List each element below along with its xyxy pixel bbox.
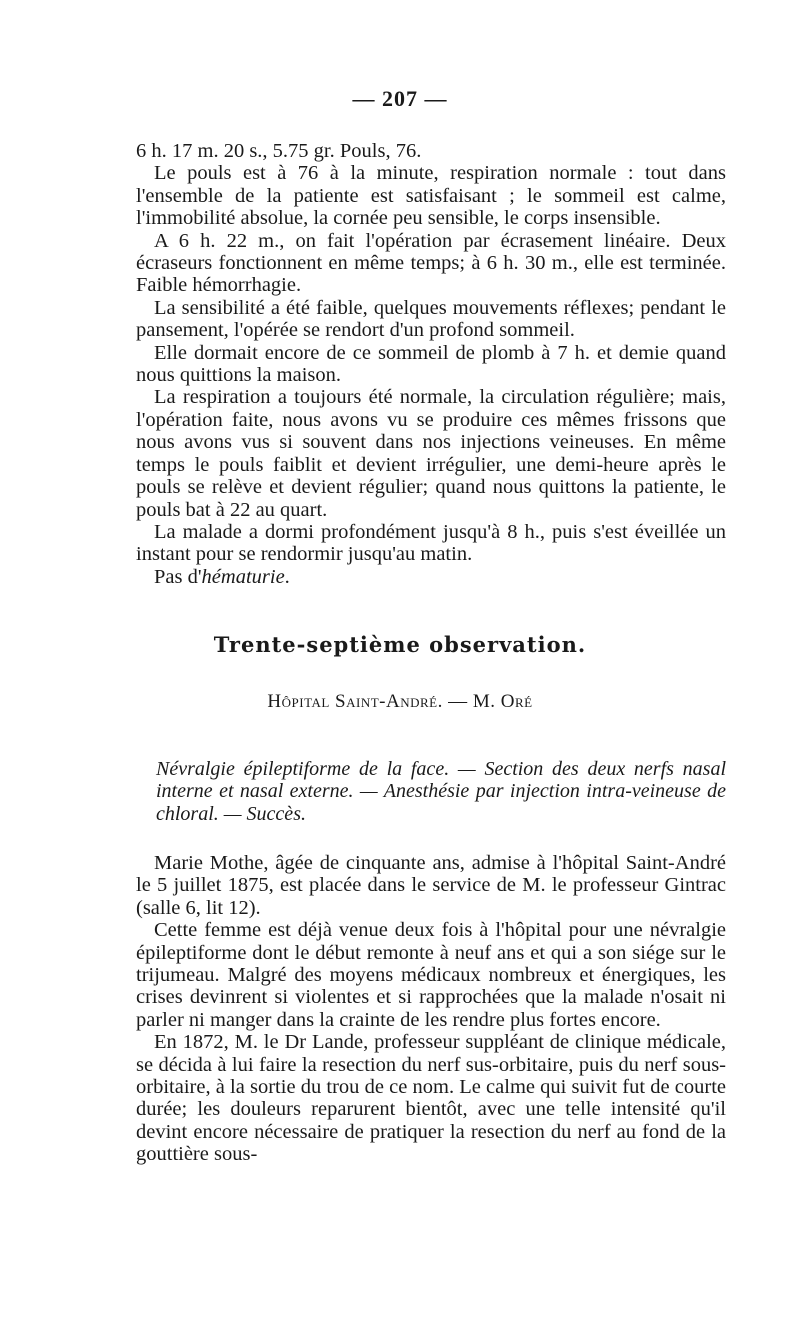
hospital-line: Hôpital Saint-André. — M. Oré — [267, 691, 533, 712]
paragraph: Cette femme est déjà venue deux fois à l'hôpital pour une névralgie épileptiforme dont le début remonte à neuf ans et qui a son siége sur le trijumeau. Malgré des moyens médicaux nombreux et énergiques, les crises devinrent si violentes et si rapprochées que la malade n'osait ni parler ni manger dans la crainte de les rendre plus fortes encore. — [136, 919, 726, 1031]
italic-term: hématurie — [201, 565, 285, 588]
paragraph: La respiration a toujours été normale, la circulation régulière; mais, l'opération faite, nous avons vu se produire ces mêmes frissons que nous avons vus si souvent dans nos injections veineuses. En même temps le pouls faiblit et devient irrégulier, une demi-heure après le pouls se relève et devient régulier; quand nous quittons la patiente, le pouls bat à 22 au quart. — [136, 386, 726, 521]
observation-text — [136, 852, 726, 1166]
summary-text: Névralgie épileptiforme de la face. — Section des deux nerfs nasal interne et nasal externe. — Anesthésie par injection intra-veineuse de chloral. — Succès. — [156, 758, 726, 825]
paragraph: En 1872, M. le Dr Lande, professeur suppléant de clinique médicale, se décida à lui faire la resection du nerf sus-orbitaire, puis du nerf sous-orbitaire, à la sortie du trou de ce nom. Le calme qui suivit fut de courte durée; les douleurs reparurent bientôt, avec une telle intensité qu'il devint encore nécessaire de pratiquer la resection du nerf au fond de la gouttière sous- — [136, 1031, 726, 1166]
observation-text-continued — [136, 140, 726, 588]
paragraph: Marie Mothe, âgée de cinquante ans, admise à l'hôpital Saint-André le 5 juillet 1875, est placée dans le service de M. le professeur Gintrac (salle 6, lit 12). — [136, 852, 726, 919]
paragraph: Le pouls est à 76 à la minute, respiration normale : tout dans l'ensemble de la patiente est satisfaisant ; le sommeil est calme, l'immobilité absolue, la cornée peu sensible, le corps insensible. — [136, 162, 726, 230]
case-summary — [156, 758, 726, 825]
page-number: — 207 — — [352, 86, 448, 111]
paragraph-last — [136, 566, 726, 588]
paragraph: 6 h. 17 m. 20 s., 5.75 gr. Pouls, 76. — [136, 140, 422, 162]
paragraph: Elle dormait encore de ce sommeil de plomb à 7 h. et demie quand nous quittions la maison. — [136, 341, 726, 387]
text-fragment: . — [284, 565, 290, 588]
text-fragment: Pas d' — [154, 565, 202, 588]
section-title: Trente-septième observation. — [213, 632, 587, 657]
paragraph: La malade a dormi profondément jusqu'à 8 h., puis s'est éveillée un instant pour se rendormir jusqu'au matin. — [136, 520, 726, 566]
paragraph: A 6 h. 22 m., on fait l'opération par écrasement linéaire. Deux écraseurs fonctionnent en même temps; à 6 h. 30 m., elle est terminée. Faible hémorrhagie. — [136, 229, 726, 297]
paragraph: La sensibilité a été faible, quelques mouvements réflexes; pendant le pansement, l'opérée se rendort d'un profond sommeil. — [136, 296, 726, 342]
